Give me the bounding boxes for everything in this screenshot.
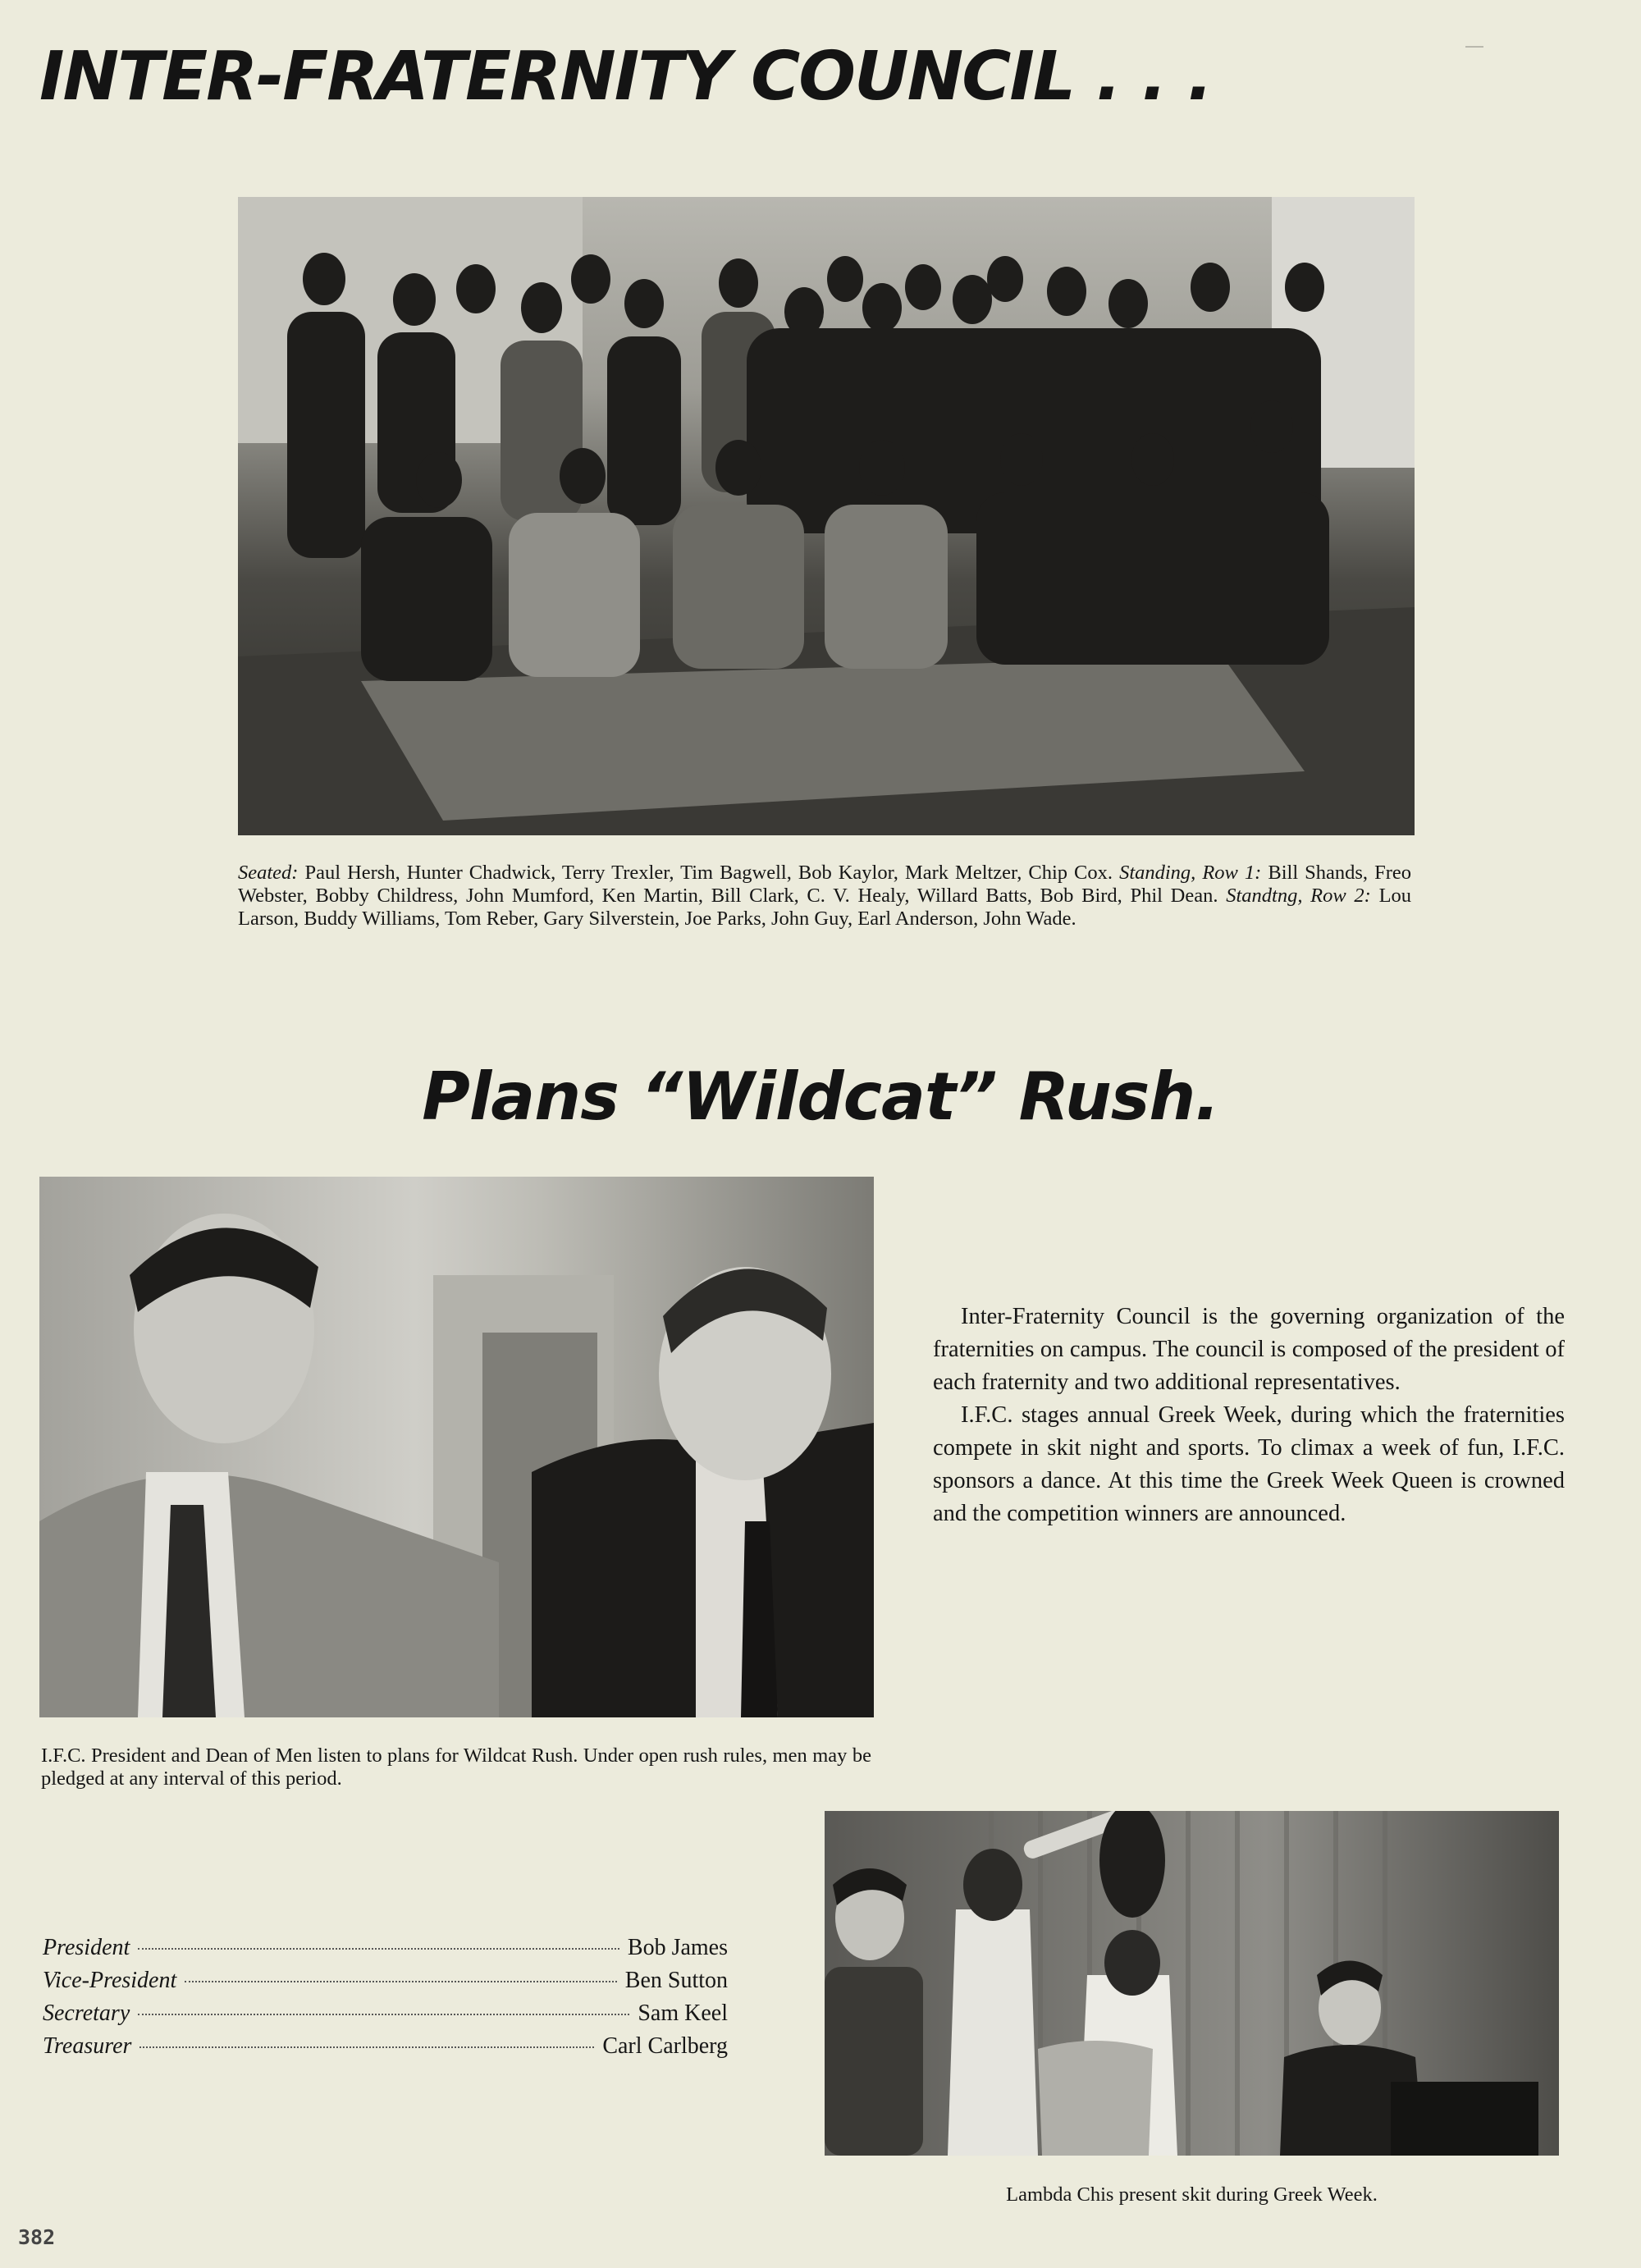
page-title: INTER-FRATERNITY COUNCIL . . . — [39, 38, 1212, 116]
caption-row2-names: Lou Larson, Buddy Williams, Tom Reber, Gary Silverstein, Joe Parks, John Guy, Earl Anderson, John Wade. — [238, 885, 1412, 930]
skit-photo-caption: Lambda Chis present skit during Greek Week. — [1006, 2183, 1378, 2206]
caption-row2-label: Standtng, Row 2: — [1226, 885, 1371, 907]
dotted-leader — [138, 2014, 629, 2015]
officer-row-secretary — [43, 2001, 728, 2033]
officer-name: Sam Keel — [638, 2001, 728, 2026]
skit-photo — [825, 1811, 1559, 2156]
officials-photo — [39, 1177, 874, 1717]
group-photo-caption — [238, 862, 1411, 931]
body-paragraph-2: I.F.C. stages annual Greek Week, during which the fraternities compete in skit night and sports. To climax a week of fun, I.F.C. sponsors a dance. At this time the Greek Week Queen is crowned and the competition winners are announced. — [933, 1402, 1565, 1526]
article-body — [933, 1301, 1565, 1530]
dotted-leader — [138, 1948, 619, 1950]
page-number: 382 — [18, 2225, 56, 2249]
officer-row-president — [43, 1935, 728, 1968]
section-subtitle: Plans “Wildcat” Rush. — [422, 1059, 1219, 1135]
caption-row1-label: Standing, Row 1: — [1119, 862, 1262, 884]
officer-row-vice-president — [43, 1968, 728, 2001]
scan-mark — [1465, 46, 1483, 48]
council-group-photo — [238, 197, 1415, 835]
officer-name: Bob James — [627, 1935, 728, 1960]
dotted-leader — [139, 2046, 594, 2048]
officer-title: Treasurer — [43, 2033, 132, 2059]
caption-seated-names: Paul Hersh, Hunter Chadwick, Terry Trexler, Tim Bagwell, Bob Kaylor, Mark Meltzer, Chip Cox. — [304, 862, 1113, 884]
officials-photo-caption: I.F.C. President and Dean of Men listen to plans for Wildcat Rush. Under open rush rules, men may be pledged at any interval of this period. — [41, 1744, 871, 1790]
officer-name: Carl Carlberg — [602, 2033, 728, 2059]
caption-row1-names: Bill Shands, Freo Webster, Bobby Childress, John Mumford, Ken Martin, Bill Clark, C. V. Healy, Willard Batts, Bob Bird, Phil Dean. — [238, 862, 1411, 907]
officer-row-treasurer — [43, 2033, 728, 2066]
dotted-leader — [185, 1981, 617, 1982]
officer-title: Vice-President — [43, 1968, 177, 1993]
officer-name: Ben Sutton — [624, 1968, 728, 1993]
body-paragraph-1: Inter-Fraternity Council is the governing organization of the fraternities on campus. The council is composed of the president of each fraternity and two additional representatives. — [933, 1304, 1565, 1395]
officer-title: Secretary — [43, 2001, 130, 2026]
officer-title: President — [43, 1935, 130, 1960]
caption-seated-label: Seated: — [238, 862, 299, 884]
officers-list — [43, 1935, 728, 2066]
